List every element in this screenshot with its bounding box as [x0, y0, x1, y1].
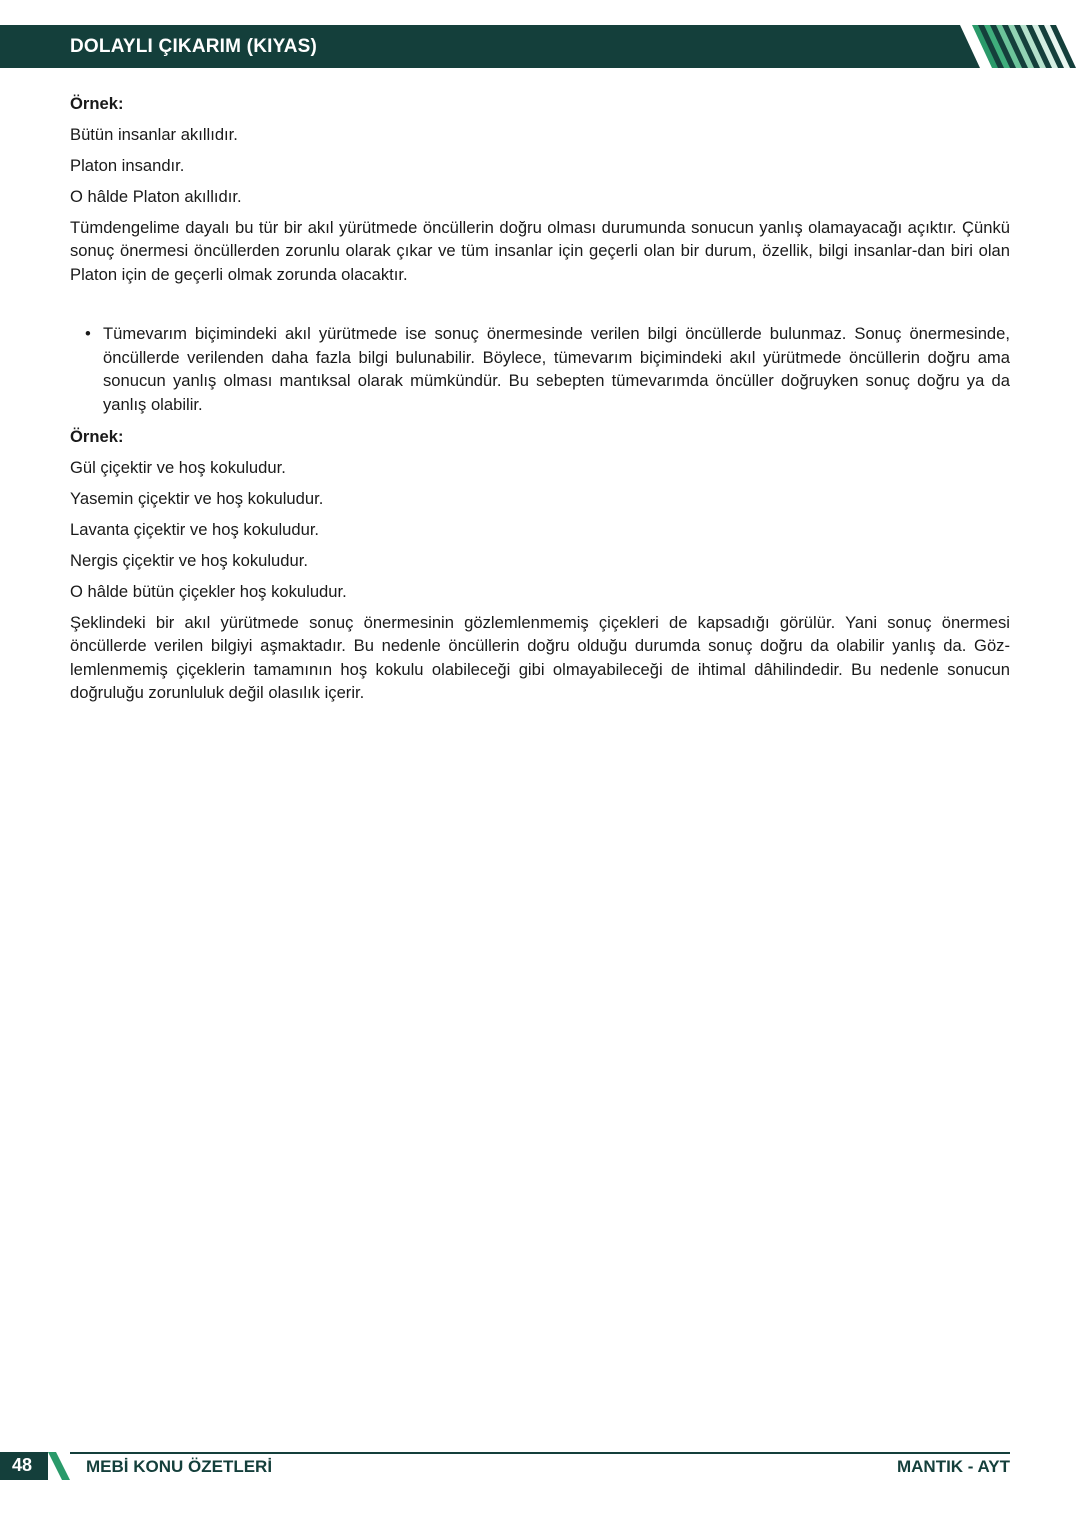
footer-rule — [70, 1452, 1010, 1454]
conclusion-line: O hâlde bütün çiçekler hoş kokuludur. — [70, 581, 347, 601]
premise-line: Gül çiçektir ve hoş kokuludur. — [70, 457, 286, 477]
induction-bullet — [70, 322, 1010, 416]
induction-paragraph: Şeklindeki bir akıl yürütmede sonuç önermesinin gözlemlenmemiş çiçekleri de kapsadığı görülür. Yani sonuç önermesi öncüllerde verilen bilgiyi aşmaktadır. Bu nedenle öncüllerin doğru olduğu durumda sonuç doğru da olabilir yanlış da. Göz-lemlenmemiş çiçeklerin tamamının hoş kokulu olabileceği gibi olmayabileceği de ihtimal dâhilindedir. Bu nedenle sonucun doğruluğu zorunluluk değil olasılık içerir. — [70, 612, 1010, 702]
premise-line: Nergis çiçektir ve hoş kokuludur. — [70, 550, 308, 570]
page-number: 48 — [11, 1455, 33, 1475]
premise-line: Platon insandır. — [70, 155, 185, 175]
header-stripes-decoration — [960, 25, 1080, 68]
premise-line: Yasemin çiçektir ve hoş kokuludur. — [70, 488, 324, 508]
page-title: DOLAYLI ÇIKARIM (KIYAS) — [70, 36, 318, 57]
premise-line: Lavanta çiçektir ve hoş kokuludur. — [70, 519, 320, 539]
example-label-2: Örnek: — [70, 427, 124, 446]
footer-subject: MANTIK - AYT — [896, 1457, 1010, 1476]
example-label-1: Örnek: — [70, 94, 124, 113]
footer-series-title: MEBİ KONU ÖZETLERİ — [86, 1457, 273, 1476]
footer-slash-decoration — [46, 1452, 72, 1480]
deduction-paragraph: Tümdengelime dayalı bu tür bir akıl yürütmede öncüllerin doğru olması durumunda sonucun yanlış olamayacağı açıktır. Çünkü sonuç önermesi öncüllerden zorunlu olarak çıkar ve tüm insanlar için geçerli olan bir durum, özellik, bilgi insanlar-dan biri olan Platon için de geçerli olmak zorunda olacaktır. — [70, 217, 1010, 284]
main-content — [70, 92, 1010, 705]
conclusion-line: O hâlde Platon akıllıdır. — [70, 186, 242, 206]
premise-line: Bütün insanlar akıllıdır. — [70, 124, 238, 144]
bullet-marker: • — [85, 324, 91, 343]
bullet-text: Tümevarım biçimindeki akıl yürütmede ise sonuç önermesinde verilen bilgi öncüllerde bulunmaz. Sonuç önermesinde, öncüllerde verilenden daha fazla bilgi bulunabilir. Böylece, tümevarım biçimindeki akıl yürütmede öncüllerin doğru ama sonucun yanlış olması mantıksal olarak mümkündür. Bu sebepten tümevarımda öncüller doğruyken sonuç doğru ya da yanlış olabilir. — [103, 324, 1010, 414]
